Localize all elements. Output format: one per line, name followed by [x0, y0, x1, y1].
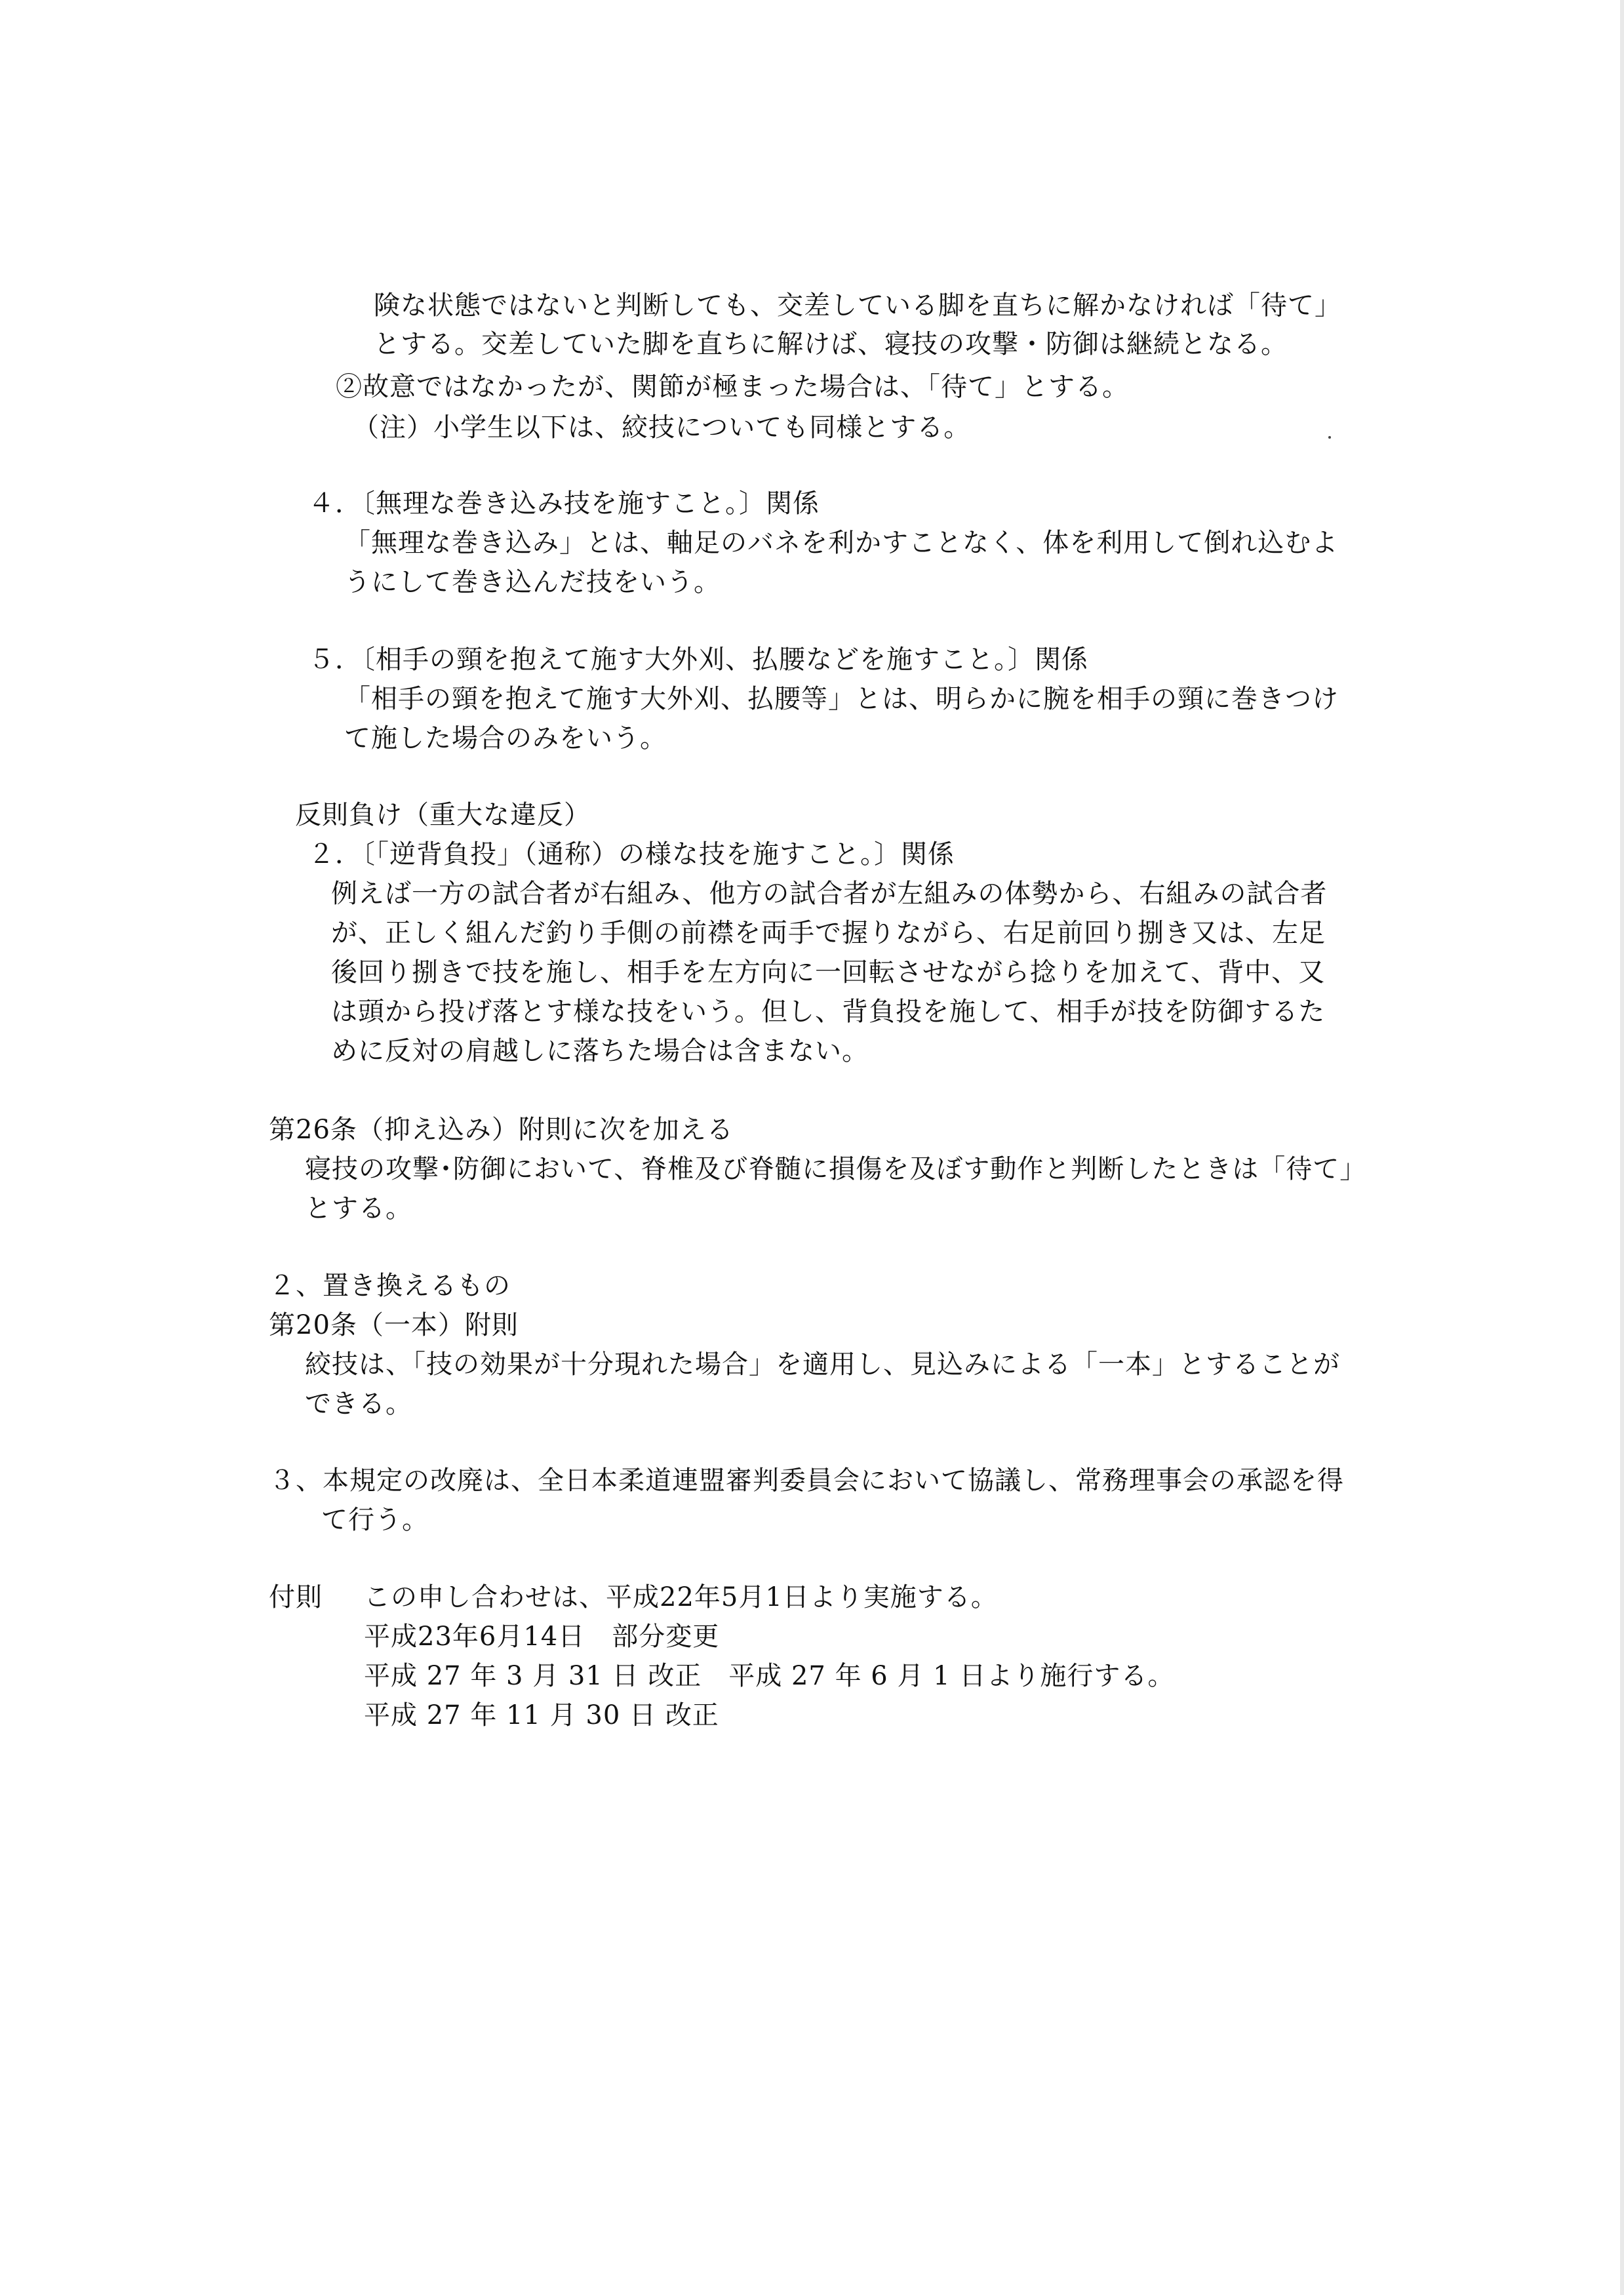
hansoku-line-2: が、正しく組んだ釣り手側の前襟を両手で握りながら、右足前回り捌き又は、左足	[331, 918, 1326, 948]
supplementary-line-4: 平成 27 年 11 月 30 日 改正	[364, 1700, 719, 1730]
scan-edge-shadow	[1620, 0, 1624, 2295]
hansoku-line-4: は頭から投げ落とす様な技をいう。但し、背負投を施して、相手が技を防御するた	[331, 997, 1326, 1027]
supplementary-label: 付則	[269, 1582, 323, 1612]
hansoku-line-3: 後回り捌きで技を施し、相手を左方向に一回転させながら捻りを加えて、背中、又	[331, 957, 1326, 988]
article-26-line-2: とする。	[305, 1193, 412, 1224]
section-4-heading: ４．〔無理な巻き込み技を施すこと。〕関係	[308, 489, 820, 519]
section-4-line-2: うにして巻き込んだ技をいう。	[344, 567, 721, 597]
hansoku-title: 反則負け（重大な違反）	[295, 800, 591, 830]
prev-note: （注）小学生以下は、絞技についても同様とする。	[353, 412, 971, 443]
replace-heading: ２、置き換えるもの	[269, 1271, 511, 1301]
revision-line-2: て行う。	[321, 1505, 429, 1535]
section-5-line-1: 「相手の頸を抱えて施す大外刈、払腰等」とは、明らかに腕を相手の頸に巻きつけ	[344, 684, 1339, 714]
prev-line-1: 険な状態ではないと判断しても、交差している脚を直ちに解かなければ「待て」	[374, 290, 1341, 321]
section-5-line-2: て施した場合のみをいう。	[344, 723, 667, 753]
hansoku-line-1: 例えば一方の試合者が右組み、他方の試合者が左組みの体勢から、右組みの試合者	[331, 879, 1328, 909]
prev-item-2: ②故意ではなかったが、関節が極まった場合は、「待て」とする。	[336, 372, 1129, 402]
article-26-heading: 第26条（抑え込み）附則に次を加える	[269, 1115, 734, 1145]
article-26-line-1: 寝技の攻撃･防御において、脊椎及び脊髄に損傷を及ぼす動作と判断したときは「待て」	[305, 1154, 1367, 1184]
replace-line-2: できる。	[305, 1389, 412, 1419]
section-4-line-1: 「無理な巻き込み」とは、軸足のバネを利かすことなく、体を利用して倒れ込むよ	[344, 528, 1339, 558]
section-5-heading: ５．〔相手の頸を抱えて施す大外刈、払腰などを施すこと。〕関係	[308, 645, 1088, 675]
hansoku-heading: ２．〔「逆背負投」（通称）の様な技を施すこと。〕関係	[308, 839, 955, 869]
prev-line-2: とする。交差していた脚を直ちに解けば、寝技の攻撃・防御は継続となる。	[374, 329, 1288, 359]
replace-line-1: 絞技は、「技の効果が十分現れた場合」を適用し、見込みによる「一本」とすることが	[305, 1349, 1340, 1380]
revision-line-1: ３、本規定の改廃は、全日本柔道連盟審判委員会において協議し、常務理事会の承認を得	[269, 1466, 1344, 1496]
replace-article: 第20条（一本）附則	[269, 1310, 519, 1340]
supplementary-line-3: 平成 27 年 3 月 31 日 改正 平成 27 年 6 月 1 日より施行する。	[364, 1661, 1175, 1691]
supplementary-line-1: この申し合わせは、平成22年5月1日より実施する。	[364, 1582, 998, 1612]
scan-speck	[1328, 436, 1331, 439]
hansoku-line-5: めに反対の肩越しに落ちた場合は含まない。	[331, 1036, 869, 1066]
supplementary-line-2: 平成23年6月14日 部分変更	[364, 1622, 720, 1652]
